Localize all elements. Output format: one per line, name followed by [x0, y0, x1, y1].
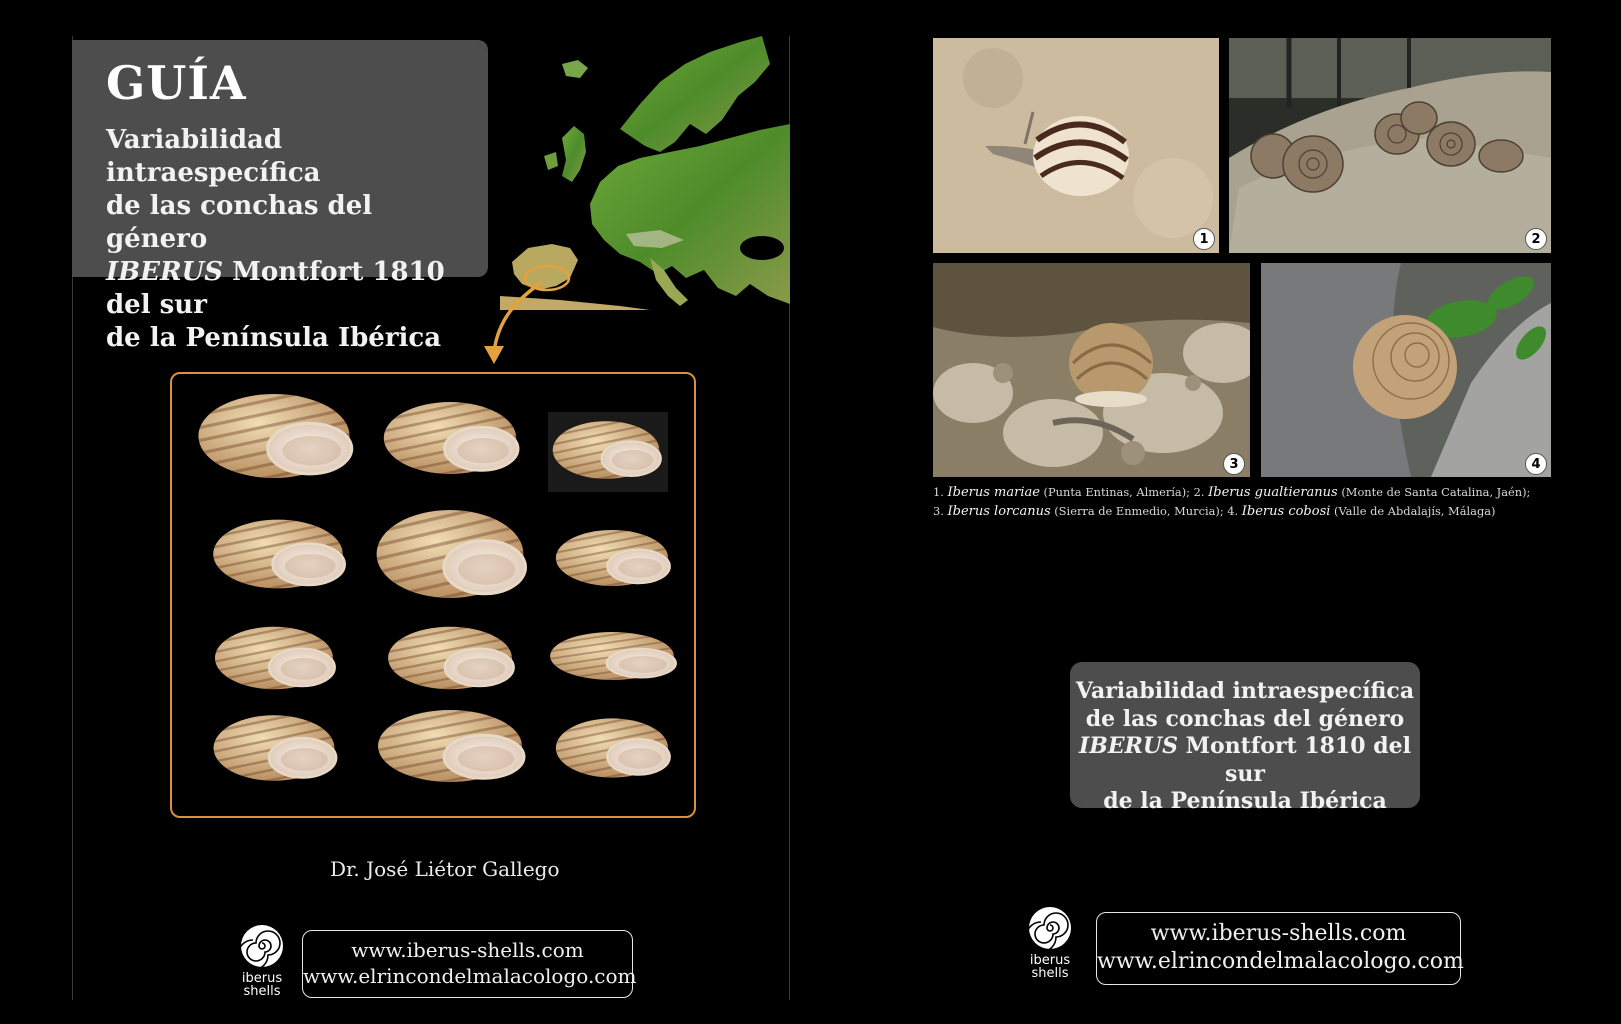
logo-text-shells: shells	[1031, 966, 1069, 981]
photo-number-badge: 3	[1223, 453, 1245, 475]
map-pointer-arrow	[476, 270, 556, 370]
front-title-genus: IBERUS	[106, 257, 224, 287]
back-title-line-2: de las conchas del género	[1085, 705, 1405, 732]
species-name: Iberus gualtieranus	[1208, 485, 1338, 500]
front-title-line-3	[106, 256, 474, 322]
photo-caption-line-2: 3. Iberus lorcanus (Sierra de Enmedio, Murcia); 4. Iberus cobosi (Valle de Abdalajís, Málaga)	[933, 504, 1496, 519]
website-link-iberus-shells[interactable]: www.iberus-shells.com	[1150, 921, 1407, 946]
snail-photo-1	[933, 38, 1219, 253]
logo-text-shells: shells	[243, 984, 281, 999]
photo-number-badge: 4	[1525, 453, 1547, 475]
guide-label: GUÍA	[106, 56, 247, 110]
logo-text-iberus: iberus	[1029, 953, 1071, 968]
logo-text-iberus: iberus	[241, 971, 283, 986]
snail-spiral-icon	[230, 924, 294, 970]
iberus-shells-logo	[230, 924, 294, 1002]
shell-grid-frame	[170, 372, 696, 818]
snail-photo-2	[1229, 38, 1551, 253]
back-title-line-4: de la Península Ibérica	[1103, 788, 1387, 814]
photo-caption-line-1: 1. Iberus mariae (Punta Entinas, Almería); 2. Iberus gualtieranus (Monte de Santa Catalina, Jaén);	[933, 485, 1531, 500]
snail-photo-4	[1261, 263, 1551, 477]
snail-photo-3	[933, 263, 1250, 477]
species-name: Iberus lorcanus	[947, 504, 1051, 519]
front-book-title	[106, 124, 474, 355]
back-title-panel	[1070, 662, 1420, 814]
website-link-iberus-shells[interactable]: www.iberus-shells.com	[351, 938, 584, 962]
photo-number-badge: 2	[1525, 228, 1547, 250]
iberus-gualtieranus-photo	[1229, 38, 1551, 253]
iberus-lorcanus-photo	[933, 263, 1250, 477]
author-name: Dr. José Liétor Gallego	[330, 857, 560, 881]
website-link-elrincondelmalacologo[interactable]: www.elrincondelmalacologo.com	[1097, 949, 1464, 974]
front-title-line-4: de la Península Ibérica	[106, 323, 442, 353]
back-website-links	[1096, 912, 1464, 985]
back-title-line-1: Variabilidad intraespecífica	[1075, 678, 1415, 704]
front-title-line-3-rest: Montfort 1810 del sur	[106, 257, 445, 320]
iberus-mariae-photo	[933, 38, 1219, 253]
photo-caption	[933, 483, 1573, 521]
website-link-elrincondelmalacologo[interactable]: www.elrincondelmalacologo.com	[303, 964, 637, 988]
iberus-cobosi-photo	[1261, 263, 1551, 477]
snail-spiral-icon	[1018, 906, 1082, 952]
species-name: Iberus cobosi	[1241, 504, 1331, 519]
back-title-genus: IBERUS	[1078, 733, 1178, 759]
iberus-shells-logo-back	[1018, 906, 1082, 984]
front-title-line-2: de las conchas del género	[106, 191, 373, 254]
front-title-panel	[72, 40, 488, 353]
front-website-links	[302, 930, 637, 998]
shell-collection-image	[188, 386, 682, 808]
back-title-line-3: IBERUS Montfort 1810 del sur	[1078, 733, 1412, 787]
photo-number-badge: 1	[1193, 228, 1215, 250]
species-name: Iberus mariae	[947, 485, 1040, 500]
europe-map-image	[500, 34, 790, 310]
front-title-line-1: Variabilidad intraespecífica	[106, 125, 321, 188]
